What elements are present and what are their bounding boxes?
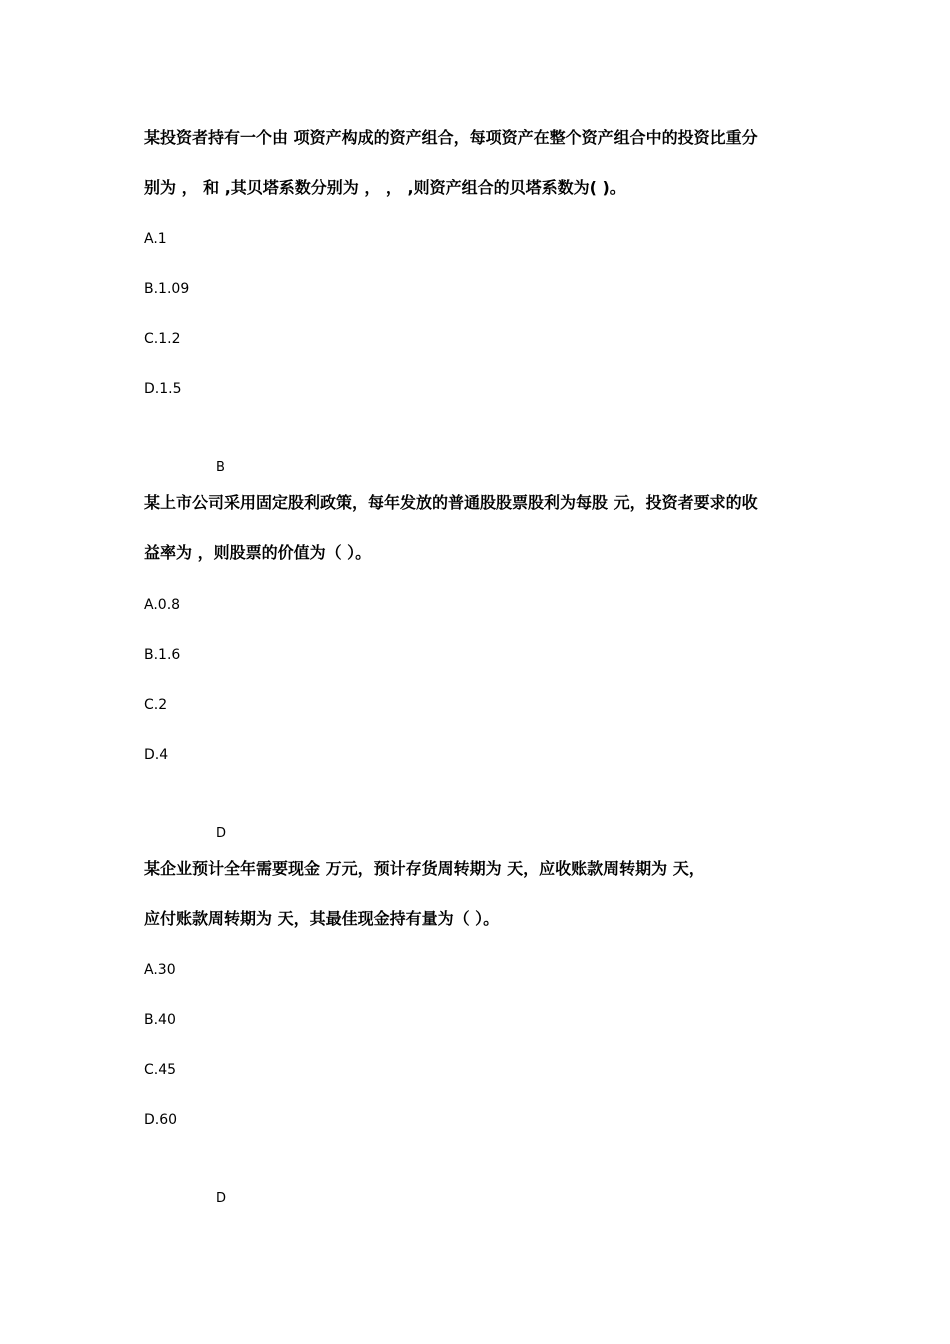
question-3-option-a: A.30 bbox=[144, 962, 176, 978]
question-2-line-1: 某上市公司采用固定股利政策，每年发放的普通股股票股利为每股 元，投资者要求的收 bbox=[144, 493, 758, 512]
question-2-option-c: C.2 bbox=[144, 697, 168, 713]
question-3-option-c: C.45 bbox=[144, 1062, 177, 1078]
question-1-option-a: A.1 bbox=[144, 231, 167, 247]
question-2-option-b: B.1.6 bbox=[144, 647, 181, 663]
question-3-answer: D bbox=[216, 1191, 227, 1206]
question-2-line-2: 益率为 ，则股票的价值为（ ）。 bbox=[144, 543, 372, 562]
question-1-line-2: 别为 ， 和 ,其贝塔系数分别为 ， ， ,则资产组合的贝塔系数为( )。 bbox=[144, 178, 626, 197]
question-1-option-b: B.1.09 bbox=[144, 281, 190, 297]
question-1-answer: B bbox=[216, 460, 225, 475]
question-2-option-d: D.4 bbox=[144, 747, 169, 763]
question-3-line-2: 应付账款周转期为 天，其最佳现金持有量为（ ）。 bbox=[144, 909, 500, 928]
question-2-answer: D bbox=[216, 826, 227, 841]
question-1-option-c: C.1.2 bbox=[144, 331, 181, 347]
question-3-option-b: B.40 bbox=[144, 1012, 176, 1028]
question-2-option-a: A.0.8 bbox=[144, 597, 181, 613]
question-1-option-d: D.1.5 bbox=[144, 381, 182, 397]
question-1-line-1: 某投资者持有一个由 项资产构成的资产组合，每项资产在整个资产组合中的投资比重分 bbox=[144, 128, 758, 147]
question-3-line-1: 某企业预计全年需要现金 万元，预计存货周转期为 天，应收账款周转期为 天， bbox=[144, 859, 705, 878]
question-3-option-d: D.60 bbox=[144, 1112, 178, 1128]
